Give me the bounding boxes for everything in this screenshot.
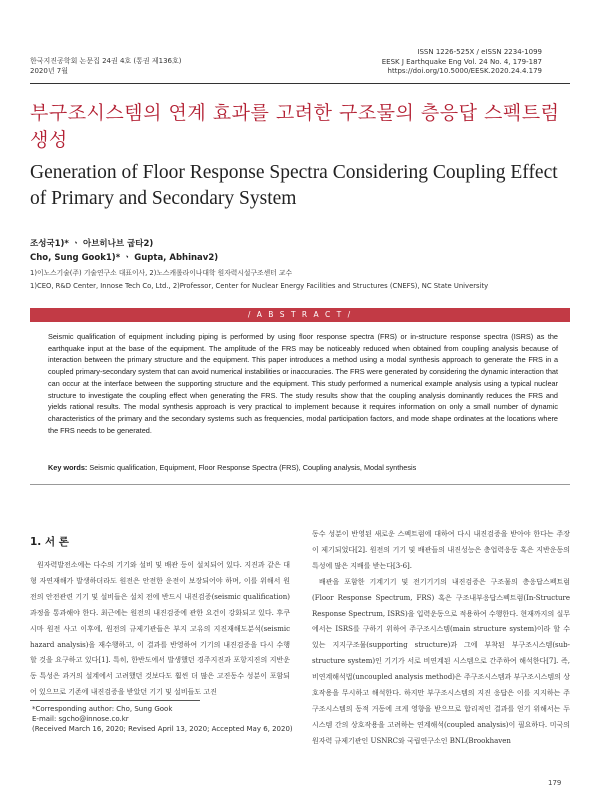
doi-link[interactable]: https://doi.org/10.5000/EESK.2020.24.4.179 — [387, 67, 542, 75]
corresponding-author: *Corresponding author: Cho, Sung Gook — [32, 705, 173, 713]
keywords-list: Seismic qualification, Equipment, Floor Response Spectra (FRS), Coupling analysis, Modal synthesis — [89, 463, 417, 472]
journal-header-left — [30, 57, 182, 76]
page-number: 179 — [548, 779, 562, 787]
keywords-label: Key words: — [48, 463, 88, 472]
title-korean: 부구조시스템의 연계 효과를 고려한 구조물의 층응답 스펙트럼 생성 — [30, 102, 560, 151]
body-column-right — [312, 527, 570, 750]
section-title: 1. 서 론 — [30, 536, 69, 548]
affiliation-english: 1)CEO, R&D Center, Innose Tech Co, Ltd., 2)Professor, Center for Nuclear Energy Facilities and Structures (CNEFS), NC State University — [30, 282, 489, 290]
body-column-left — [30, 558, 290, 701]
abstract-divider — [30, 484, 570, 485]
abstract-banner — [30, 308, 570, 322]
received-dates: (Received March 16, 2020; Revised April 13, 2020; Accepted May 6, 2020) — [32, 725, 293, 733]
paragraph: 배관을 포함한 기계기기 및 전기기기의 내진검증은 구조물의 층응답스펙트럼(Floor Response Spectrum, FRS) 혹은 구조내부응답스펙트럼(In-Structure Response Spectrum, ISRS)을 입력운동으로 적용하여 수행한다. 현재까지의 실무에서는 ISRS를 구하기 위하여 주구조시스템(main structure system)이라 할 수 있는 지지구조물(supporting structure)과 그에 부착된 부구조시스템(sub-structure system)인 기기가 서로 비연계된 시스템으로 간주하여 해석한다[7]. 즉, 비연계해석법(uncoupled analysis method)은 주구조시스템과 부구조시스템의 상호작용을 무시하고 해석한다. 하지만 부구조시스템의 지진 응답은 이를 지지하는 주구조시스템의 동적 거동에 크게 영향을 받으므로 합리적인 결과를 얻기 위해서는 두 시스템 간의 상호작용을 고려하는 연계해석(coupled analysis)이 필요하다. 미국의 원자력 규제기관인 USNRC와 국립연구소인 BNL(Brookhaven — [312, 577, 570, 745]
author-email[interactable]: E-mail: sgcho@innose.co.kr — [32, 715, 129, 723]
volume-info: EESK J Earthquake Eng Vol. 24 No. 4, 179-187 — [381, 57, 542, 66]
paragraph: 원자력발전소에는 다수의 기기와 설비 및 배관 등이 설치되어 있다. 지진과 같은 대형 자연재해가 발생하더라도 원전은 안전한 운전이 보장되어야 하며, 이를 위해서 원전의 안전관련 기기 및 설비들은 설치 전에 반드시 내진검증(seismic qualification) 과정을 통과해야 한다. 최근에는 원전의 내진검증에 관한 요건이 강화되고 있다. 후쿠시마 원전 사고 이후에, 원전의 규제기관들은 부지 고유의 지진재해도분석(seismic hazard analysis)을 재수행하고, 이 결과를 반영하여 기기의 내진검증을 다시 수행할 것을 요구하고 있다[1]. 특히, 한반도에서 발생했던 경주지진과 포항지진의 지반운동 특성은 과거의 설계에서 고려했던 것보다도 훨씬 더 많은 고진동수 성분이 포함되어 있으므로 기존에 내진검증을 받았던 기기 및 설비들도 고진 — [30, 561, 290, 697]
footnote — [32, 704, 293, 734]
issn: ISSN 1226-525X / eISSN 2234-1099 — [417, 48, 542, 56]
issue-date: 2020년 7월 — [30, 66, 69, 75]
header-divider — [30, 83, 570, 84]
abstract-text: Seismic qualification of equipment including piping is performed by using floor response spectra (FRS) or in-structure response spectra (ISRS) as the earthquake input at the base of the equipment. The amplitude of the FRS may be noticeably reduced when obtained from coupling analysis because of interaction between the primary structure and the equipment. This paper introduces a method using a modal synthesis approach to generate the FRS in a coupled primary-secondary system that can avoid numerical instabilities or inaccuracies. The FRS were generated by considering the dynamic interaction that can occur at the interface between the supporting structure and the equipment. This study performed a numerical example analysis using a typical nuclear structure to investigate the coupling effect when generating the FRS. The study results show that the coupling analysis dominantly reduces the FRS and yields rational results. The modal synthesis approach is very practical to implement because it requires information on only a small number of dynamic characteristics of the primary and the secondary systems such as frequencies, modal participation factors, and mode shape ordinates at the locations where the FRS needs to be generated. — [48, 332, 558, 435]
abstract-label: / A B S T R A C T / — [247, 310, 353, 319]
authors-english: Cho, Sung Gook1)* ㆍ Gupta, Abhinav2) — [30, 253, 219, 263]
affiliation-korean: 1)이노스기술(주) 기술연구소 대표이사, 2)노스캐롤라이나대학 원자력시설구조센터 교수 — [30, 269, 293, 277]
journal-header-right — [382, 48, 542, 77]
footnote-divider — [30, 700, 200, 701]
keywords — [48, 462, 558, 473]
journal-name: 한국지진공학회 논문집 24권 4호 (통권 제136호) — [30, 57, 182, 65]
paragraph: 동수 성분이 반영된 새로운 스펙트럼에 대하여 다시 내진검증을 받아야 한다는 주장이 제기되었다[2]. 원전의 기기 및 배관들의 내진성능은 층업력응동 혹은 지반운동의 특성에 많은 지배를 받는다[3-6]. — [312, 530, 570, 570]
authors-korean: 조성국1)* ㆍ 아브히나브 굽타2) — [30, 239, 154, 249]
title-english: Generation of Floor Response Spectra Considering Coupling Effect of Primary and Secondary System — [30, 162, 558, 209]
